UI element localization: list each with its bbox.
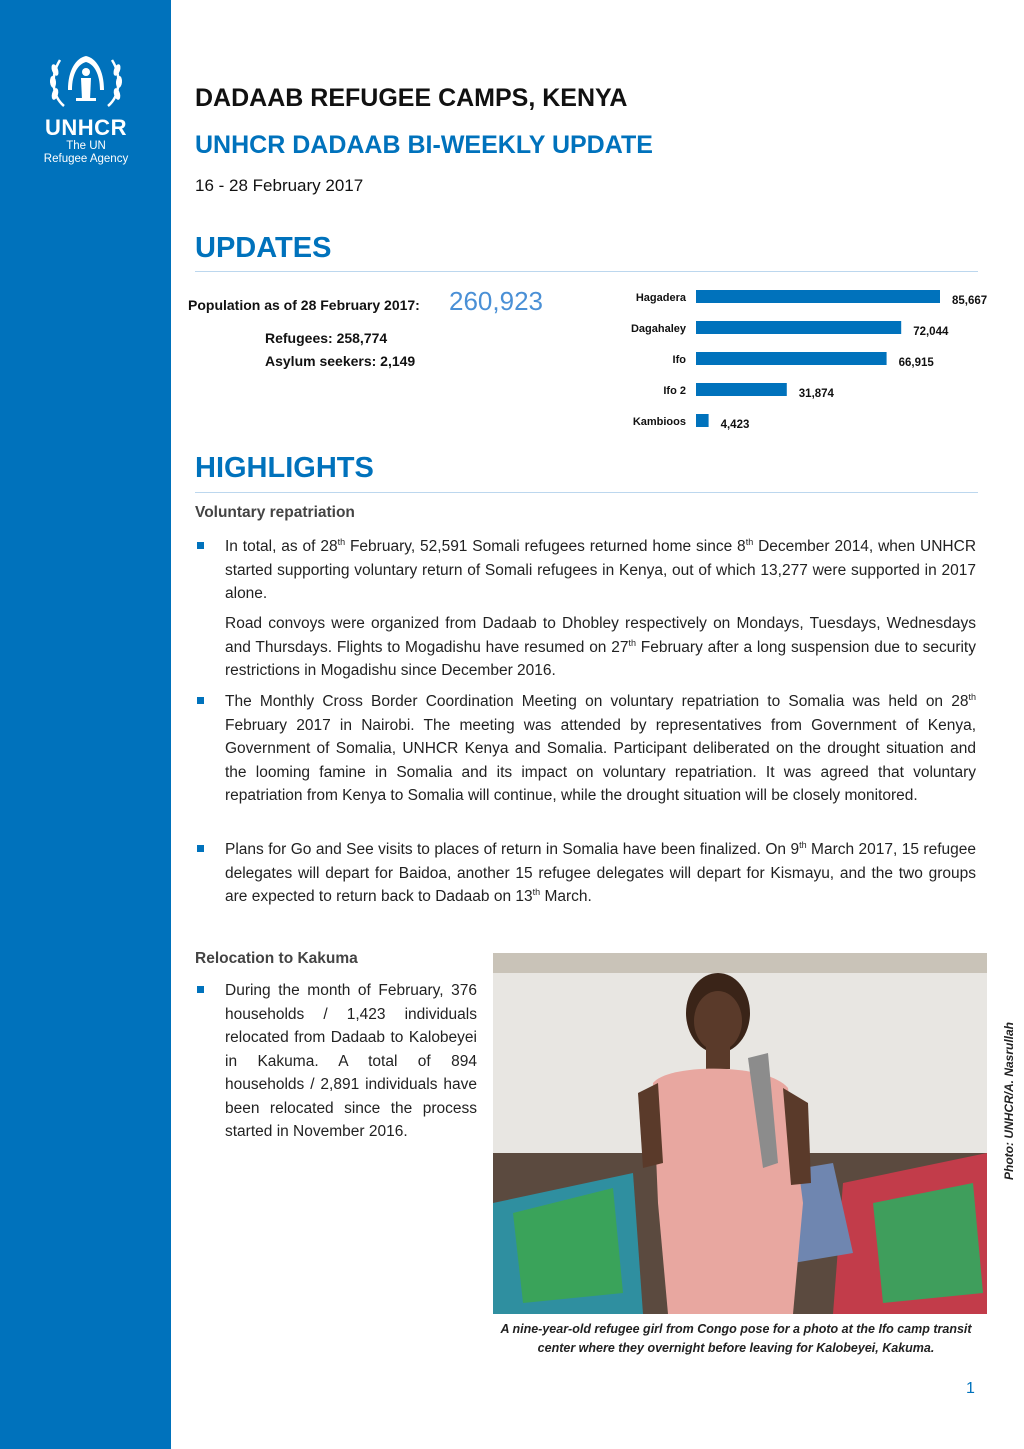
highlights-divider [195, 492, 978, 493]
relocation-paragraph: During the month of February, 376 households / 1,423 individuals relocated from Dadaab to Kalobeyei in Kakuma. A total of 894 households / 2,891 individuals have been relocated since the process started in November 2016. [225, 982, 477, 1140]
brand-tagline-1: The UN [66, 140, 106, 152]
caption-line-2: center where they overnight before leaving for Kalobeyei, Kakuma. [537, 1341, 935, 1355]
chart-value-label: 31,874 [798, 388, 834, 400]
chart-category-label: Ifo 2 [663, 385, 686, 397]
relocation-heading: Relocation to Kakuma [195, 950, 358, 967]
updates-heading: UPDATES [195, 232, 332, 264]
population-label: Population as of 28 February 2017: [188, 297, 420, 313]
chart-value-label: 72,044 [913, 326, 949, 338]
population-total: 260,923 [449, 286, 543, 316]
refugee-girl-photo [493, 953, 987, 1314]
chart-value-label: 66,915 [898, 357, 934, 369]
brand-tagline-2: Refugee Agency [43, 153, 129, 165]
brand-name: UNHCR [45, 115, 127, 140]
chart-category-label: Kambioos [632, 416, 686, 428]
repatriation-total-paragraph: In total, as of 28th February, 52,591 Somali refugees returned home since 8th December 2014, when UNHCR started supporting voluntary return of Somali refugees in Kenya, out of which 13,277 were supported in 2017 alone. [225, 536, 977, 602]
road-convoys-paragraph: Road convoys were organized from Dadaab to Dhobley respectively on Mondays, Tuesdays, Wednesdays and Thursdays. Flights to Mogadishu have resumed on 27th February after a long suspension due to security restrictions in Mogadishu since December 2016. [225, 615, 976, 679]
chart-value-label: 4,423 [720, 419, 750, 431]
bullet-marker [197, 697, 204, 704]
go-and-see-paragraph: Plans for Go and See visits to places of return in Somalia have been finalized. On 9th March 2017, 15 refugee delegates will depart for Baidoa, another 15 refugee delegates will depart for Kismayu, and the two groups are expected to return back to Dadaab on 13th March. [225, 839, 976, 905]
chart-bar [696, 383, 787, 396]
chart-category-label: Ifo [672, 354, 686, 366]
unhcr-logo [34, 48, 138, 166]
photo-credit: Photo: UNHCR/A. Nasrullah [1002, 1021, 1016, 1180]
chart-bar [696, 290, 940, 303]
bullet-marker [197, 542, 204, 549]
chart-bar [696, 321, 901, 334]
updates-divider [195, 271, 978, 272]
camp-population-chart [600, 282, 1010, 432]
chart-category-label: Dagahaley [630, 323, 686, 335]
voluntary-repatriation-heading: Voluntary repatriation [195, 504, 355, 521]
bullet-marker [197, 845, 204, 852]
chart-bar [696, 414, 709, 427]
laurel-emblem-icon [46, 48, 126, 114]
document-title: DADAAB REFUGEE CAMPS, KENYA [195, 84, 628, 112]
sidebar-band [0, 0, 171, 1449]
bullet-marker [197, 986, 204, 993]
coordination-meeting-paragraph: The Monthly Cross Border Coordination Meeting on voluntary repatriation to Somalia was held on 28th February 2017 in Nairobi. The meeting was attended by representatives from Government of Kenya, Government of Somalia, UNHCR Kenya and Somalia. Participant deliberated on the drought situation and the looming famine in Somalia and its impact on voluntary repatriation. It was agreed that voluntary repatriation from Kenya to Somalia will continue, while the drought situation will be closely monitored. [225, 691, 976, 804]
chart-category-label: Hagadera [635, 292, 686, 304]
chart-value-label: 85,667 [952, 295, 988, 307]
caption-line-1: A nine-year-old refugee girl from Congo pose for a photo at the Ifo camp transit [500, 1322, 972, 1336]
photo-caption [480, 1320, 992, 1358]
chart-bar [696, 352, 887, 365]
asylum-seekers-count: Asylum seekers: 2,149 [265, 353, 416, 369]
highlights-heading: HIGHLIGHTS [195, 452, 374, 484]
page-number: 1 [966, 1380, 975, 1397]
refugees-count: Refugees: 258,774 [265, 330, 388, 346]
document-subtitle: UNHCR DADAAB BI-WEEKLY UPDATE [195, 131, 653, 159]
report-period: 16 - 28 February 2017 [195, 176, 364, 195]
